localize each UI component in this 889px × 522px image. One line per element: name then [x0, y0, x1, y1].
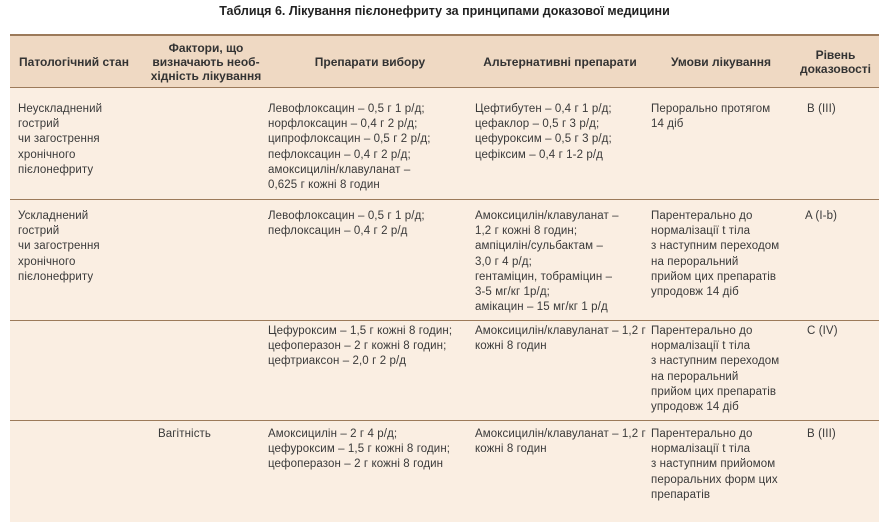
header-drugs: Препарати вибору: [314, 55, 426, 69]
row-4-conditions: Парентерально до нормалізації t тіла з наступним прийомом пероральних форм цих препаратів: [651, 428, 778, 501]
row-2-conditions: Парентерально до нормалізації t тіла з наступним переходом на пероральний прийом цих препаратів упродовж 14 діб: [651, 210, 780, 299]
row-1-condition: Неускладнений гострий чи загострення хронічного пієлонефриту: [18, 103, 103, 176]
header-level: Рівень доказовості: [799, 48, 872, 76]
row-3-alternatives: Амоксицилін/клавуланат – 1,2 г кожні 8 годин: [475, 325, 646, 353]
row-3-conditions: Парентерально до нормалізації t тіла з наступним переходом на пероральний прийом цих препаратів упродовж 14 діб: [651, 325, 780, 414]
row-separator: [10, 320, 879, 321]
header-alternatives: Альтернативні препарати: [483, 55, 637, 69]
row-2-alternatives: Амоксицилін/клавуланат – 1,2 г кожні 8 годин; ампіцилін/сульбактам – 3,0 г 4 р/д; гентаміцин, тобраміцин – 3-5 мг/кг 1р/д; амікацин – 15 мг/кг 1 р/д: [475, 210, 619, 314]
row-4-alternatives: Амоксицилін/клавуланат – 1,2 г кожні 8 годин: [475, 428, 646, 456]
row-2-condition: Ускладнений гострий чи загострення хронічного пієлонефриту: [18, 210, 100, 283]
header-condition: Патологічний стан: [19, 55, 129, 69]
treatment-table: [10, 34, 879, 522]
header-factors: Фактори, що визначають необ- хідність лікування: [150, 41, 262, 83]
table-title: Таблиця 6. Лікування пієлонефриту за принципами доказової медицини: [219, 4, 670, 18]
row-4-drugs: Амоксицилін – 2 г 4 р/д; цефуроксим – 1,5 г кожні 8 годин; цефоперазон – 2 г кожні 8 годин: [268, 428, 451, 471]
row-3-level: C (IV): [807, 325, 838, 337]
row-4-factors: Вагітність: [158, 428, 211, 440]
row-1-conditions: Перорально протягом 14 діб: [651, 103, 771, 131]
row-2-level: A (I-b): [805, 210, 838, 222]
row-4-level: B (III): [807, 428, 836, 440]
row-separator: [10, 420, 879, 421]
row-1-alternatives: Цефтибутен – 0,4 г 1 р/д; цефаклор – 0,5 г 3 р/д; цефуроксим – 0,5 г 3 р/д; цефіксим – 0,4 г 1-2 р/д: [475, 103, 612, 161]
row-1-level: B (III): [807, 103, 836, 115]
row-separator: [10, 199, 879, 200]
row-1-drugs: Левофлоксацин – 0,5 г 1 р/д; норфлоксацин – 0,4 г 2 р/д; ципрофлоксацин – 0,5 г 2 р/д; пефлоксацин – 0,4 г 2 р/д; амоксицилін/клавуланат – 0,625 г кожні 8 годин: [268, 103, 431, 192]
header-conditions: Умови лікування: [670, 55, 772, 69]
row-2-drugs: Левофлоксацин – 0,5 г 1 р/д; пефлоксацин – 0,4 г 2 р/д: [268, 210, 425, 238]
table-header: [10, 34, 879, 88]
row-3-drugs: Цефуроксим – 1,5 г кожні 8 годин; цефоперазон – 2 г кожні 8 годин; цефтриаксон – 2,0 г 2 р/д: [268, 325, 453, 368]
